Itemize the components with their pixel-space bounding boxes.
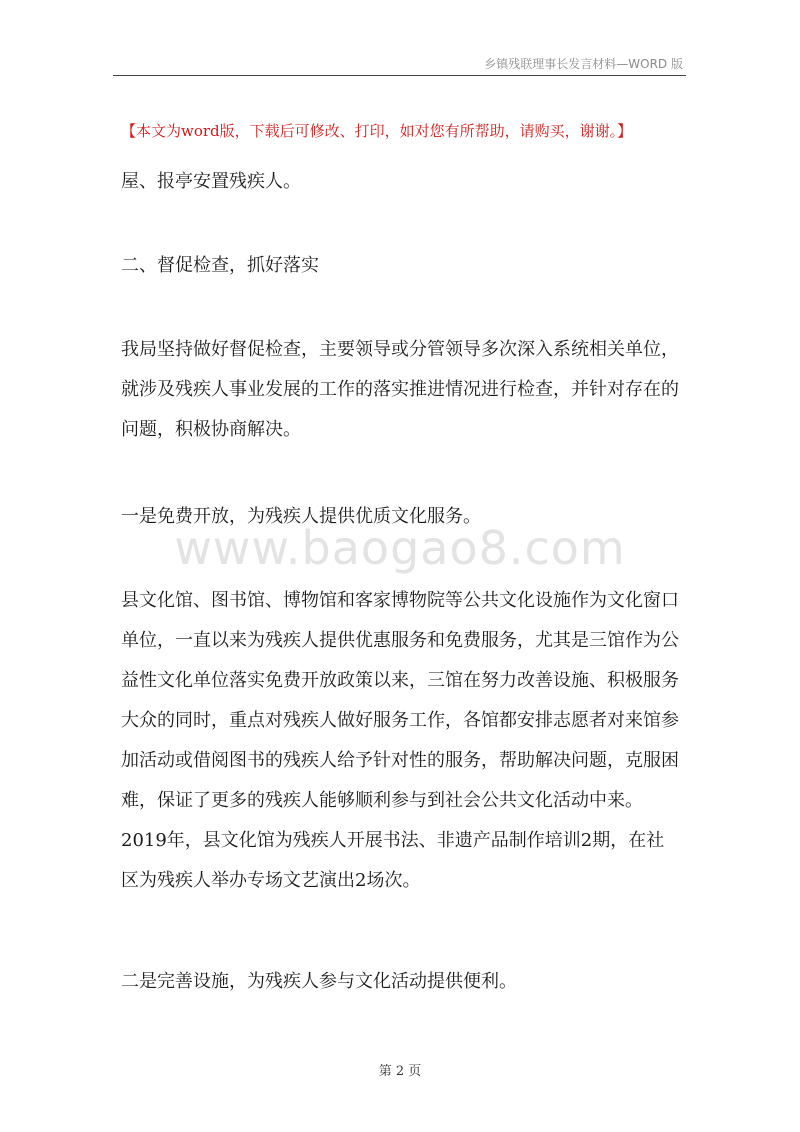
watermark: www.baogao8.com <box>174 521 626 575</box>
section-heading-supervision: 二、督促检查，抓好落实 <box>121 255 319 276</box>
header-divider <box>113 75 686 76</box>
paragraph-3: 我局坚持做好督促检查，主要领导或分管领导多次深入系统相关单位，就涉及残疾人事业发展的工作的落实推进情况进行检查，并针对存在的问题，积极协商解决。 <box>121 339 679 440</box>
paragraph-5: 县文化馆、图书馆、博物馆和客家博物院等公共文化设施作为文化窗口单位，一直以来为残疾人提供优惠服务和免费服务，尤其是三馆作为公益性文化单位落实免费开放政策以来，三馆在努力改善设施、积极服务大众的同时，重点对残疾人做好服务工作，各馆都安排志愿者对来馆参加活动或借阅图书的残疾人给予针对性的服务，帮助解决问题，克服困难，保证了更多的残疾人能够顺利参与到社会公共文化活动中来。2019年，县文化馆为残疾人开展书法、非遗产品制作培训2期，在社区为残疾人举办专场文艺演出2场次。 <box>121 590 679 891</box>
subheading-improve-facilities: 二是完善设施，为残疾人参与文化活动提供便利。 <box>121 971 517 992</box>
document-header-title: 乡镇残联理事长发言材料—WORD 版 <box>484 57 683 71</box>
page-number: 第 2 页 <box>378 1064 422 1079</box>
purchase-notice: 【本文为word版，下载后可修改、打印，如对您有所帮助，请购买，谢谢。】 <box>121 122 633 140</box>
subheading-free-opening: 一是免费开放，为残疾人提供优质文化服务。 <box>121 506 481 527</box>
paragraph-1: 屋、报亭安置残疾人。 <box>121 171 301 192</box>
